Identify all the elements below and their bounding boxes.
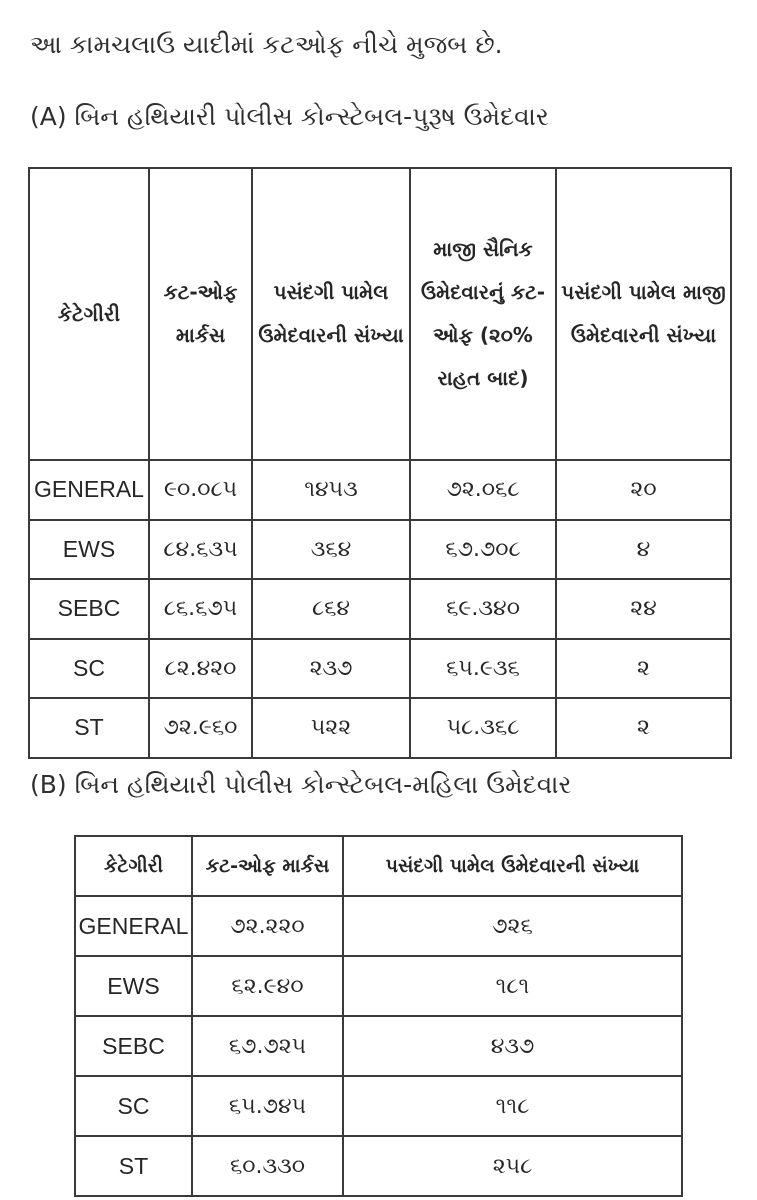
table-row — [75, 896, 682, 956]
section-a-heading: (A) બિન હથિયારી પોલીસ કોન્સ્ટેબલ-પુરૂષ ઉમેદવાર — [30, 102, 549, 131]
ex-servicemen-cutoff-cell: ૭૨.૦૬૮ — [410, 460, 556, 520]
cutoff-cell: ૬૨.૯૪૦ — [192, 956, 343, 1016]
selected-count-cell: ૧૧૮ — [343, 1076, 682, 1136]
cutoff-cell: ૬૭.૭૨૫ — [192, 1016, 343, 1076]
cutoff-cell: ૭૨.૨૨૦ — [192, 896, 343, 956]
selected-count-cell: ૫૨૨ — [252, 698, 410, 758]
ex-servicemen-count-cell: ૨ — [556, 698, 731, 758]
male-cutoff-table — [28, 167, 732, 759]
cutoff-cell: ૭૨.૯૬૦ — [149, 698, 252, 758]
category-cell: ST — [75, 1136, 192, 1196]
intro-text: આ કામચલાઉ યાદીમાં કટઓફ નીચે મુજબ છે. — [30, 30, 503, 59]
ex-servicemen-count-cell: ૨ — [556, 639, 731, 699]
column-header-category: કેટેગીરી — [29, 168, 149, 460]
table-row — [75, 1016, 682, 1076]
column-header-category: કેટેગીરી — [75, 836, 192, 896]
selected-count-cell: ૧૮૧ — [343, 956, 682, 1016]
category-cell: EWS — [29, 520, 149, 580]
category-cell: SC — [75, 1076, 192, 1136]
category-cell: EWS — [75, 956, 192, 1016]
ex-servicemen-cutoff-cell: ૬૯.૩૪૦ — [410, 579, 556, 639]
selected-count-cell: ૧૪૫૩ — [252, 460, 410, 520]
table-row — [29, 520, 731, 580]
female-cutoff-table — [74, 835, 683, 1197]
cutoff-cell: ૮૨.૪૨૦ — [149, 639, 252, 699]
table-header-row — [75, 836, 682, 896]
selected-count-cell: ૪૩૭ — [343, 1016, 682, 1076]
column-header-ex-servicemen-cutoff: માજી સૈનિક ઉમેદવારનું કટ-ઓફ (૨૦% રાહત બાદ) — [410, 168, 556, 460]
table-row — [75, 956, 682, 1016]
ex-servicemen-count-cell: ૨૦ — [556, 460, 731, 520]
table-row — [29, 698, 731, 758]
column-header-ex-servicemen-count: પસંદગી પામેલ માજી ઉમેદવારની સંખ્યા — [556, 168, 731, 460]
selected-count-cell: ૭૨૬ — [343, 896, 682, 956]
table-row — [29, 579, 731, 639]
category-cell: GENERAL — [29, 460, 149, 520]
cutoff-cell: ૯૦.૦૮૫ — [149, 460, 252, 520]
ex-servicemen-cutoff-cell: ૬૫.૯૩૬ — [410, 639, 556, 699]
ex-servicemen-cutoff-cell: ૬૭.૭૦૮ — [410, 520, 556, 580]
selected-count-cell: ૨૫૮ — [343, 1136, 682, 1196]
section-b-heading: (B) બિન હથિયારી પોલીસ કોન્સ્ટેબલ-મહિલા ઉમેદવાર — [30, 770, 572, 799]
category-cell: GENERAL — [75, 896, 192, 956]
category-cell: SEBC — [75, 1016, 192, 1076]
column-header-cutoff-marks: કટ-ઓફ માર્કસ — [192, 836, 343, 896]
category-cell: ST — [29, 698, 149, 758]
column-header-selected-count: પસંદગી પામેલ ઉમેદવારની સંખ્યા — [252, 168, 410, 460]
table-row — [29, 460, 731, 520]
ex-servicemen-count-cell: ૪ — [556, 520, 731, 580]
ex-servicemen-cutoff-cell: ૫૮.૩૬૮ — [410, 698, 556, 758]
cutoff-cell: ૮૬.૬૭૫ — [149, 579, 252, 639]
selected-count-cell: ૨૩૭ — [252, 639, 410, 699]
ex-servicemen-count-cell: ૨૪ — [556, 579, 731, 639]
table-row — [29, 639, 731, 699]
cutoff-cell: ૮૪.૬૩૫ — [149, 520, 252, 580]
column-header-cutoff-marks: કટ-ઓફ માર્કસ — [149, 168, 252, 460]
table-row — [75, 1136, 682, 1196]
table-row — [75, 1076, 682, 1136]
cutoff-cell: ૬૦.૩૩૦ — [192, 1136, 343, 1196]
table-header-row — [29, 168, 731, 460]
category-cell: SEBC — [29, 579, 149, 639]
selected-count-cell: ૩૬૪ — [252, 520, 410, 580]
selected-count-cell: ૮૬૪ — [252, 579, 410, 639]
cutoff-cell: ૬૫.૭૪૫ — [192, 1076, 343, 1136]
category-cell: SC — [29, 639, 149, 699]
column-header-selected-count: પસંદગી પામેલ ઉમેદવારની સંખ્યા — [343, 836, 682, 896]
